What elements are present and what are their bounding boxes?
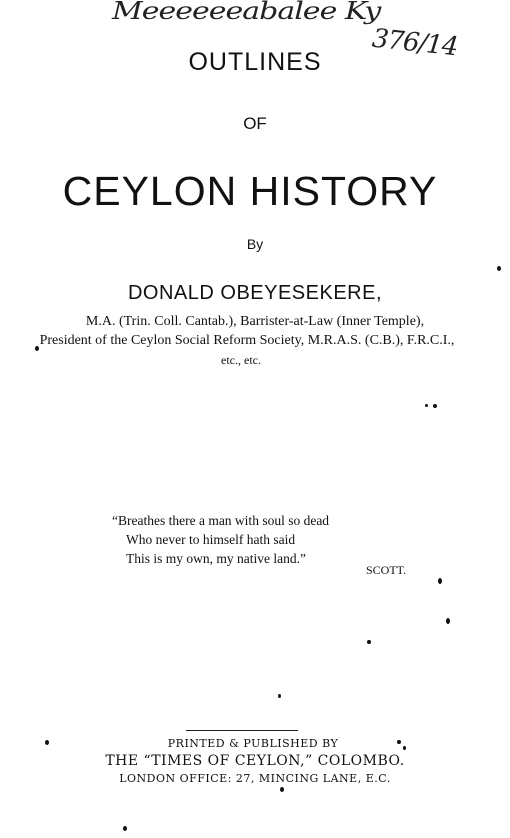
imprint-line-3: LONDON OFFICE: 27, MINCING LANE, E.C. [119, 772, 391, 785]
scan-speck [403, 746, 406, 750]
epigraph-attribution: SCOTT. [366, 563, 407, 577]
handwritten-accession-number: 376/14 [370, 23, 459, 63]
epigraph-line-2: Who never to himself hath said [126, 532, 296, 547]
epigraph-line-3: This is my own, my native land.” [126, 551, 306, 566]
title-line-outlines: OUTLINES [188, 48, 322, 76]
scan-speck [425, 404, 428, 407]
author-credentials-line-2: President of the Ceylon Social Reform Society, M.R.A.S. (C.B.), F.R.C.I., [39, 333, 455, 348]
scan-speck [433, 404, 437, 408]
scan-speck [497, 266, 501, 271]
scan-speck [123, 826, 127, 831]
imprint-line-2: THE “TIMES OF CEYLON,” COLOMBO. [105, 753, 405, 769]
scan-speck [397, 740, 401, 744]
author-credentials-line-1: M.A. (Trin. Coll. Cantab.), Barrister-at-Law (Inner Temple), [85, 314, 425, 329]
epigraph-line-1: “Breathes there a man with soul so dead [112, 513, 330, 528]
scan-speck [438, 578, 442, 584]
scan-speck [280, 787, 284, 792]
scan-speck [35, 346, 39, 351]
author-credentials-line-3: etc., etc. [221, 353, 261, 367]
imprint-line-1: PRINTED & PUBLISHED BY [167, 737, 339, 750]
scan-speck [278, 694, 281, 698]
scan-speck [45, 740, 49, 745]
author-name: DONALD OBEYESEKERE, [127, 282, 383, 304]
scan-speck [446, 618, 450, 624]
by-label: By [246, 236, 264, 252]
title-line-of: OF [243, 114, 267, 133]
handwritten-signature: Meeeeeeabalee Ky [112, 0, 381, 26]
title-line-ceylon-history: CEYLON HISTORY [62, 168, 438, 214]
imprint-rule [186, 730, 298, 731]
scan-speck [367, 640, 371, 644]
